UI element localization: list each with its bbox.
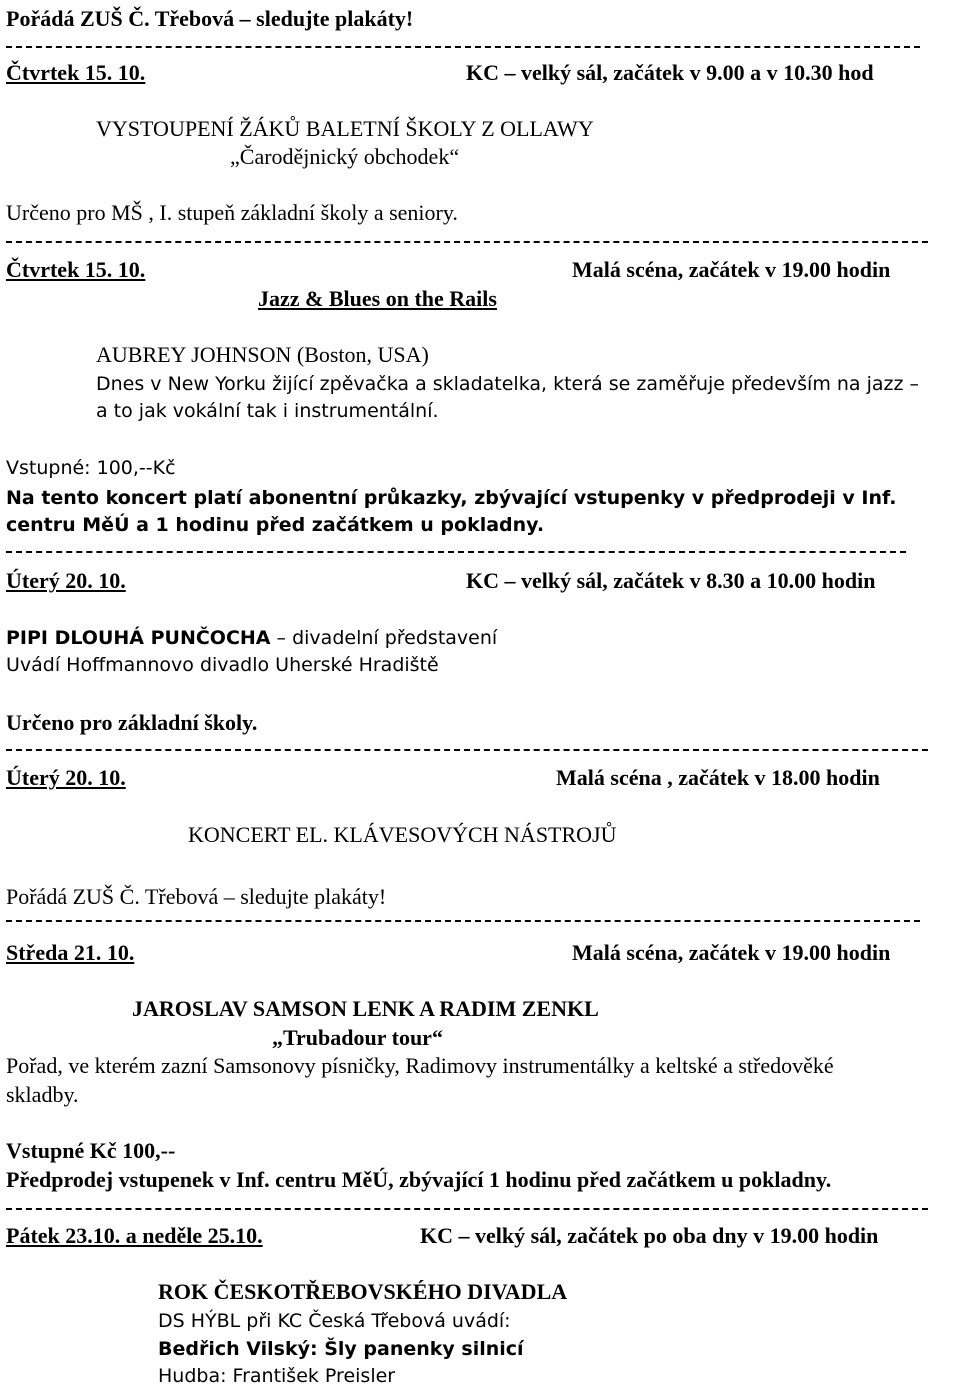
event-description: skladby. [6,1082,79,1107]
section-divider [6,241,928,243]
event-date: Úterý 20. 10. [6,765,126,790]
event-title: JAROSLAV SAMSON LENK A RADIM ZENKL [132,996,599,1021]
event-description: Dnes v New Yorku žijící zpěvačka a skladatelka, která se zaměřuje především na jazz – [96,373,920,395]
event-venue: KC – velký sál, začátek v 8.30 a 10.00 hodin [466,568,876,593]
event-venue: Malá scéna, začátek v 19.00 hodin [572,940,891,965]
organizer-note: Pořádá ZUŠ Č. Třebová – sledujte plakáty! [6,6,414,31]
event-title: KONCERT EL. KLÁVESOVÝCH NÁSTROJŮ [188,822,617,847]
event-description: a to jak vokální tak i instrumentální. [96,400,439,422]
event-ticket-info: centru MěÚ a 1 hodinu před začátkem u pokladny. [6,514,545,536]
event-series: Jazz & Blues on the Rails [258,286,497,311]
event-date: Pátek 23.10. a neděle 25.10. [6,1223,263,1248]
event-title: ROK ČESKOTŘEBOVSKÉHO DIVADLA [158,1279,568,1304]
event-date: Čtvrtek 15. 10. [6,60,146,85]
event-date: Středa 21. 10. [6,940,135,965]
event-venue: Malá scéna, začátek v 19.00 hodin [572,257,891,282]
event-entry-fee: Vstupné Kč 100,-- [6,1138,176,1163]
section-divider [6,551,906,553]
event-title: VYSTOUPENÍ ŽÁKŮ BALETNÍ ŠKOLY Z OLLAWY [96,116,594,141]
event-audience: Určeno pro základní školy. [6,710,258,735]
event-detail: Hudba: František Preisler [158,1365,396,1387]
event-presenter: Uvádí Hoffmannovo divadlo Uherské Hradiště [6,654,439,676]
event-subtitle: „Trubadour tour“ [272,1025,443,1050]
event-date: Úterý 20. 10. [6,568,126,593]
event-title: PIPI DLOUHÁ PUNČOCHA [6,627,271,649]
event-description: Pořad, ve kterém zazní Samsonovy písničky, Radimovy instrumentálky a keltské a středověké [6,1053,834,1078]
event-ticket-info: Na tento koncert platí abonentní průkazky, zbývající vstupenky v předprodeji v Inf. [6,487,897,509]
event-performer: AUBREY JOHNSON (Boston, USA) [96,342,429,367]
event-venue: KC – velký sál, začátek po oba dny v 19.00 hodin [420,1223,879,1248]
section-divider [6,920,920,922]
event-venue: Malá scéna , začátek v 18.00 hodin [556,765,880,790]
event-title-suffix: – divadelní představení [270,627,498,649]
section-divider [6,46,920,48]
organizer-note: Pořádá ZUŠ Č. Třebová – sledujte plakáty! [6,884,387,909]
event-title-line [6,625,497,651]
event-detail: DS HÝBL při KC Česká Třebová uvádí: [158,1310,511,1332]
event-presale: Předprodej vstupenek v Inf. centru MěÚ, zbývající 1 hodinu před začátkem u pokladny. [6,1167,832,1192]
event-audience: Určeno pro MŠ , I. stupeň základní školy a seniory. [6,200,458,225]
event-venue: KC – velký sál, začátek v 9.00 a v 10.30 hod [466,60,874,85]
event-entry-fee: Vstupné: 100,--Kč [6,457,176,479]
event-date: Čtvrtek 15. 10. [6,257,146,282]
section-divider [6,749,928,751]
event-subtitle: „Čarodějnický obchodek“ [230,144,460,169]
event-detail: Bedřich Vilský: Šly panenky silnicí [158,1338,524,1360]
section-divider [6,1208,928,1210]
